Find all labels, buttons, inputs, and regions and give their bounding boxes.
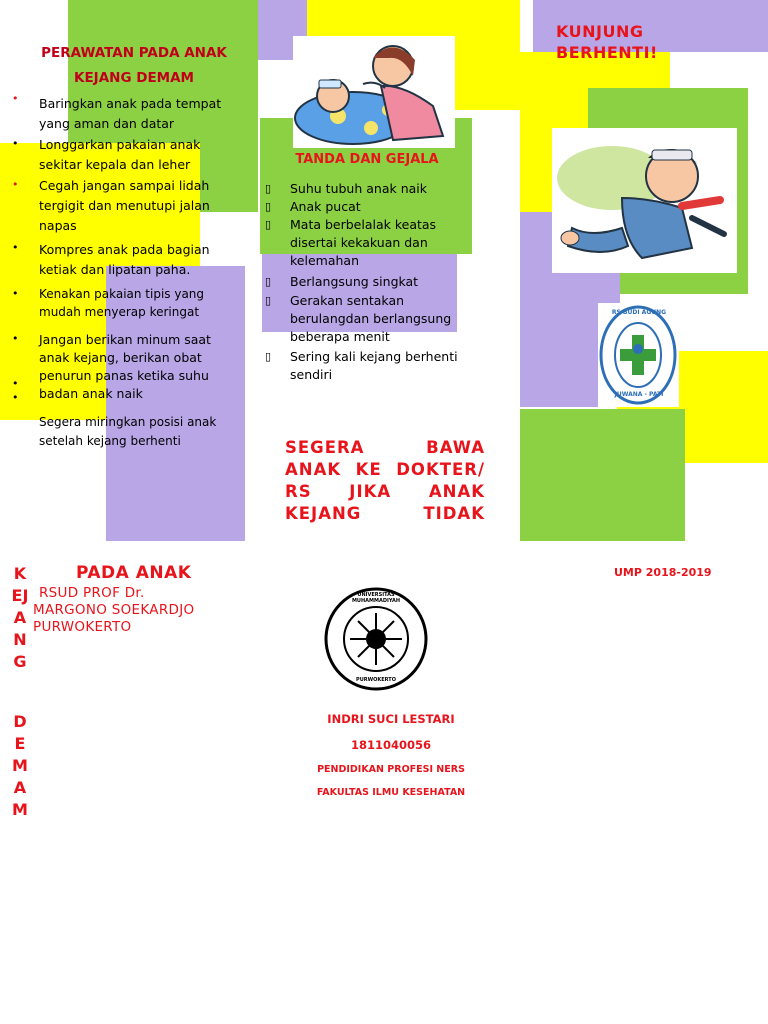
author-nim: 1811040056: [350, 738, 432, 752]
hospital-logo: [598, 303, 679, 407]
care-item: Cegah jangan sampai lidah tergigit dan menutupi jalan napas: [39, 178, 210, 233]
author-faculty: FAKULTAS ILMU KESEHATAN: [316, 787, 466, 798]
bg-green-block-4: [520, 409, 685, 541]
author-block: [290, 712, 492, 799]
care-title-line-2: KEJANG DEMAM: [74, 70, 194, 86]
bullet-dot: •: [12, 178, 19, 191]
mother-child-illustration: [293, 36, 455, 148]
location-line-1: RSUD PROF Dr.: [39, 585, 145, 601]
seal-bottom-text: PURWOKERTO: [356, 677, 396, 683]
logo-bottom-text: JUWANA - PATI: [614, 391, 664, 398]
symptom-marker: ▯: [265, 275, 272, 288]
bullet-dot: •: [12, 241, 19, 254]
location-line-2: MARGONO SOEKARDJO: [33, 602, 195, 618]
symptom-item: Sering kali kejang berhenti sendiri: [290, 349, 458, 382]
year-label: UMP 2018-2019: [614, 566, 712, 579]
symptom-marker: ▯: [265, 218, 272, 231]
bullet-dot: •: [12, 332, 19, 345]
symptom-marker: ▯: [265, 200, 272, 213]
care-title-line-1: PERAWATAN PADA ANAK: [41, 45, 227, 61]
bullet-dot: •: [12, 137, 19, 150]
symptom-marker: ▯: [265, 182, 272, 195]
symptom-item: Mata berbelalak keatas disertai kekakuan dan kelemahan: [290, 217, 437, 268]
bullet-dot: •: [12, 92, 19, 105]
seizing-child-drawing: [552, 128, 737, 273]
seal-top-text: UNIVERSITAS MUHAMMADIYAH: [351, 592, 401, 604]
symptom-item: Gerakan sentakan berulangdan berlangsung beberapa menit: [290, 293, 452, 344]
author-program: PENDIDIKAN PROFESI NERS: [317, 764, 465, 775]
care-item: Kompres anak pada bagian ketiak dan lipatan paha.: [39, 242, 210, 277]
cover-subtitle: PADA ANAK: [76, 563, 192, 583]
bullet-dot: •: [12, 391, 19, 404]
symptoms-title: TANDA DAN GEJALA: [295, 152, 439, 167]
symptom-item: Berlangsung singkat: [290, 274, 419, 289]
author-name: INDRI SUCI LESTARI: [327, 712, 455, 726]
symptom-marker: ▯: [265, 350, 272, 363]
care-item: Baringkan anak pada tempat yang aman dan datar: [39, 96, 222, 131]
symptom-item: Suhu tubuh anak naik: [290, 181, 427, 196]
university-seal: [320, 585, 432, 693]
bullet-dot: •: [12, 287, 19, 300]
cover-location: [33, 585, 194, 636]
care-item: Longgarkan pakaian anak sekitar kepala dan leher: [39, 137, 201, 172]
cover-vertical-word-1: KEJANG: [11, 564, 29, 671]
care-title: [20, 43, 248, 88]
mother-child-drawing: [293, 36, 455, 148]
care-item: Kenakan pakaian tipis yang mudah menyerap keringat: [39, 287, 205, 319]
cover-vertical-word-2: DEMAM: [12, 712, 28, 819]
logo-ring-text: RS BUDI AGUNG: [611, 309, 667, 316]
warning-text: SEGERA BAWA ANAK KE DOKTER/ RS JIKA ANAK KEJANG TIDAK: [285, 438, 485, 523]
symptom-marker: ▯: [265, 294, 272, 307]
visit-title: KUNJUNG BERHENTI!: [556, 22, 658, 62]
care-item: Segera miringkan posisi anak setelah kejang berhenti: [39, 415, 217, 448]
seizing-child-illustration: [552, 128, 737, 273]
symptom-item: Anak pucat: [290, 199, 361, 214]
bullet-dot: •: [12, 377, 19, 390]
location-line-3: PURWOKERTO: [33, 619, 132, 635]
care-item: Jangan berikan minum saat anak kejang, berikan obat penurun panas ketika suhu badan anak naik: [39, 332, 211, 401]
